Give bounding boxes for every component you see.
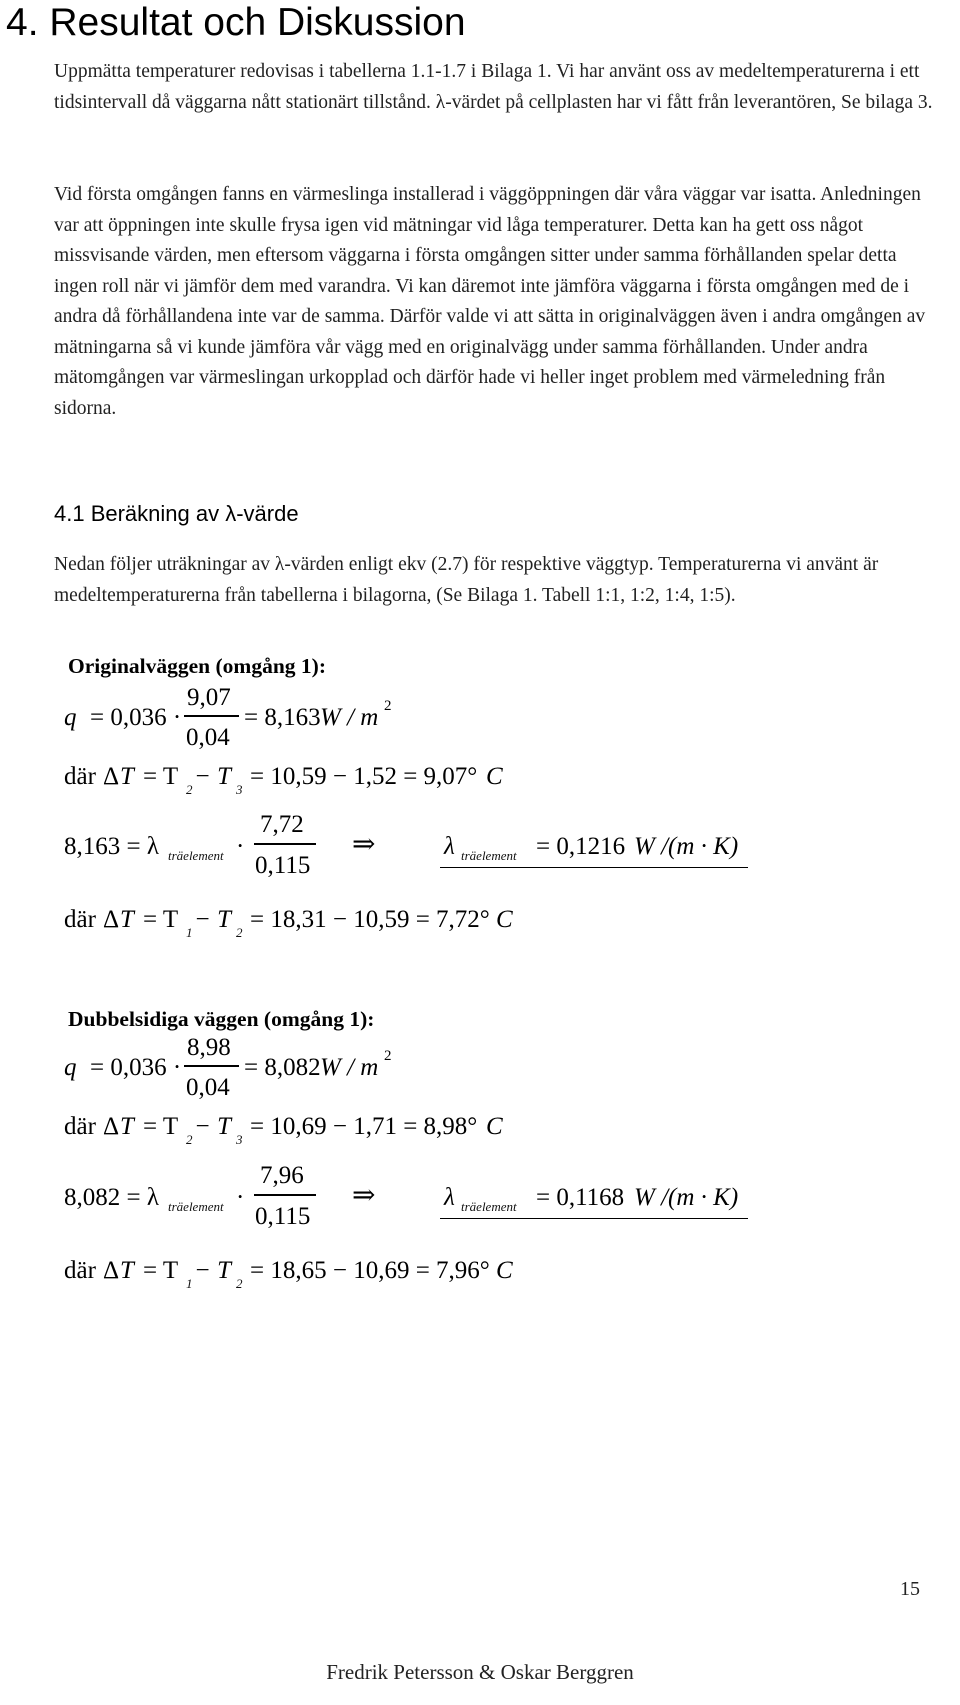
dt-eq: = T bbox=[143, 1257, 179, 1284]
dt-sub-a: 1 bbox=[186, 1276, 193, 1291]
lambda-denominator: 0,115 bbox=[255, 1203, 311, 1230]
celsius: C bbox=[486, 1113, 503, 1140]
dt-minus: − T bbox=[194, 1257, 232, 1284]
dt-eq: = T bbox=[143, 906, 179, 933]
dt-sub-b: 2 bbox=[236, 925, 243, 940]
delta-symbol: Δ bbox=[103, 906, 120, 933]
result-underline bbox=[440, 1218, 748, 1219]
dt-minus: − T bbox=[194, 906, 232, 933]
implies-arrow: ⇒ bbox=[352, 1180, 376, 1211]
dt-values: = 10,59 − 1,52 = 9,07° bbox=[250, 763, 478, 790]
paragraph-method: Vid första omgången fanns en värmeslinga installerad i väggöppningen där våra väggar var isatta. Anledningen var att öppningen inte skulle frysa igen vid mätningar vid låga temperaturer. Detta kan ha gett oss något missvisande värden, men eftersom väggarna i första omgången sitter under samma förhållanden spelar detta ingen roll när vi jämför dem med varandra. Vi kan däremot inte jämföra väggarna i första omgången med de i andra då förhållandena inte var de samma. Därför valde vi att sätta in originalväggen även i andra omgången av mätningarna så vi kunde jämföra vår vägg med en originalvägg under samma förhållanden. Under andra mätomgången var värmeslingan urkopplad och därför hade vi heller inget problem med värmeledning från sidorna. bbox=[54, 184, 926, 419]
dar-label: där bbox=[64, 906, 96, 933]
lambda-denominator: 0,115 bbox=[255, 852, 311, 879]
t-symbol: T bbox=[120, 763, 134, 790]
subheading: 4.1 Beräkning av λ-värde bbox=[54, 501, 299, 526]
result-lambda-subscript: träelement bbox=[461, 848, 517, 863]
celsius: C bbox=[496, 906, 513, 933]
dar-label: där bbox=[64, 1257, 96, 1284]
fraction-line bbox=[184, 715, 239, 717]
q-denominator: 0,04 bbox=[186, 724, 230, 751]
fraction-line bbox=[254, 843, 316, 845]
q-numerator: 9,07 bbox=[187, 684, 231, 711]
lambda-lhs: 8,082 = λ bbox=[64, 1184, 159, 1211]
dt-minus: − T bbox=[194, 763, 232, 790]
dar-label: där bbox=[64, 763, 96, 790]
result-unit: W /(m · K) bbox=[634, 1184, 739, 1211]
t-symbol: T bbox=[120, 1257, 134, 1284]
result-lambda-subscript: träelement bbox=[461, 1199, 517, 1214]
lambda-numerator: 7,72 bbox=[260, 811, 304, 838]
result-value: = 0,1216 bbox=[536, 833, 626, 860]
q-symbol: q bbox=[64, 704, 77, 731]
paragraph-calculation-intro: Nedan följer uträkningar av λ-värden enligt ekv (2.7) för respektive väggtyp. Temperaturerna vi använt är medeltemperaturerna från tabellerna i bilagorna, (Se Bilaga 1. Tabell 1:1, 1:2, 1:4, 1:5). bbox=[54, 554, 879, 606]
delta-symbol: Δ bbox=[103, 763, 120, 790]
page-number: 15 bbox=[900, 1578, 920, 1600]
q-numerator: 8,98 bbox=[187, 1034, 231, 1061]
dt-sub-b: 2 bbox=[236, 1276, 243, 1291]
q-unit-exponent: 2 bbox=[384, 698, 392, 714]
section-title: Originalväggen (omgång 1): bbox=[68, 654, 326, 678]
delta-symbol: Δ bbox=[103, 1113, 120, 1140]
dt-sub-a: 2 bbox=[186, 1132, 193, 1147]
dt-values: = 18,31 − 10,59 = 7,72° bbox=[250, 906, 490, 933]
multiply-dot: · bbox=[236, 1184, 245, 1211]
dt-sub-b: 3 bbox=[236, 1132, 243, 1147]
fraction-line bbox=[184, 1065, 239, 1067]
multiply-dot: · bbox=[236, 833, 245, 860]
dt-minus: − T bbox=[194, 1113, 232, 1140]
q-unit: W / m bbox=[320, 704, 379, 731]
dt-values: = 18,65 − 10,69 = 7,96° bbox=[250, 1257, 490, 1284]
dt-sub-b: 3 bbox=[236, 782, 243, 797]
dt-values: = 10,69 − 1,71 = 8,98° bbox=[250, 1113, 478, 1140]
lambda-subscript: träelement bbox=[168, 1199, 224, 1214]
q-symbol: q bbox=[64, 1054, 77, 1081]
dt-sub-a: 1 bbox=[186, 925, 193, 940]
fraction-line bbox=[254, 1194, 316, 1196]
lambda-subscript: träelement bbox=[168, 848, 224, 863]
page-heading: 4. Resultat och Diskussion bbox=[6, 1, 466, 44]
t-symbol: T bbox=[120, 1113, 134, 1140]
q-coefficient: = 0,036 · bbox=[90, 1054, 182, 1081]
q-denominator: 0,04 bbox=[186, 1074, 230, 1101]
q-unit-exponent: 2 bbox=[384, 1048, 392, 1064]
result-unit: W /(m · K) bbox=[634, 833, 739, 860]
dt-sub-a: 2 bbox=[186, 782, 193, 797]
lambda-lhs: 8,163 = λ bbox=[64, 833, 159, 860]
result-value: = 0,1168 bbox=[536, 1184, 625, 1211]
t-symbol: T bbox=[120, 906, 134, 933]
implies-arrow: ⇒ bbox=[352, 829, 376, 860]
lambda-numerator: 7,96 bbox=[260, 1162, 304, 1189]
result-underline bbox=[440, 867, 748, 868]
author-footer: Fredrik Petersson & Oskar Berggren bbox=[326, 1660, 634, 1684]
dt-eq: = T bbox=[143, 763, 179, 790]
delta-symbol: Δ bbox=[103, 1257, 120, 1284]
dt-eq: = T bbox=[143, 1113, 179, 1140]
q-unit: W / m bbox=[320, 1054, 379, 1081]
section-title: Dubbelsidiga väggen (omgång 1): bbox=[68, 1007, 375, 1031]
q-coefficient: = 0,036 · bbox=[90, 704, 182, 731]
celsius: C bbox=[496, 1257, 513, 1284]
q-result: = 8,163 bbox=[244, 704, 321, 731]
result-lambda: λ bbox=[444, 833, 455, 860]
result-lambda: λ bbox=[444, 1184, 455, 1211]
celsius: C bbox=[486, 763, 503, 790]
paragraph-intro: Uppmätta temperaturer redovisas i tabellerna 1.1-1.7 i Bilaga 1. Vi har använt oss av medeltemperaturerna i ett tidsintervall då väggarna nått stationärt tillstånd. λ-värdet på cellplasten har vi fått från leverantören, Se bilaga 3. bbox=[54, 61, 933, 113]
dar-label: där bbox=[64, 1113, 96, 1140]
q-result: = 8,082 bbox=[244, 1054, 321, 1081]
